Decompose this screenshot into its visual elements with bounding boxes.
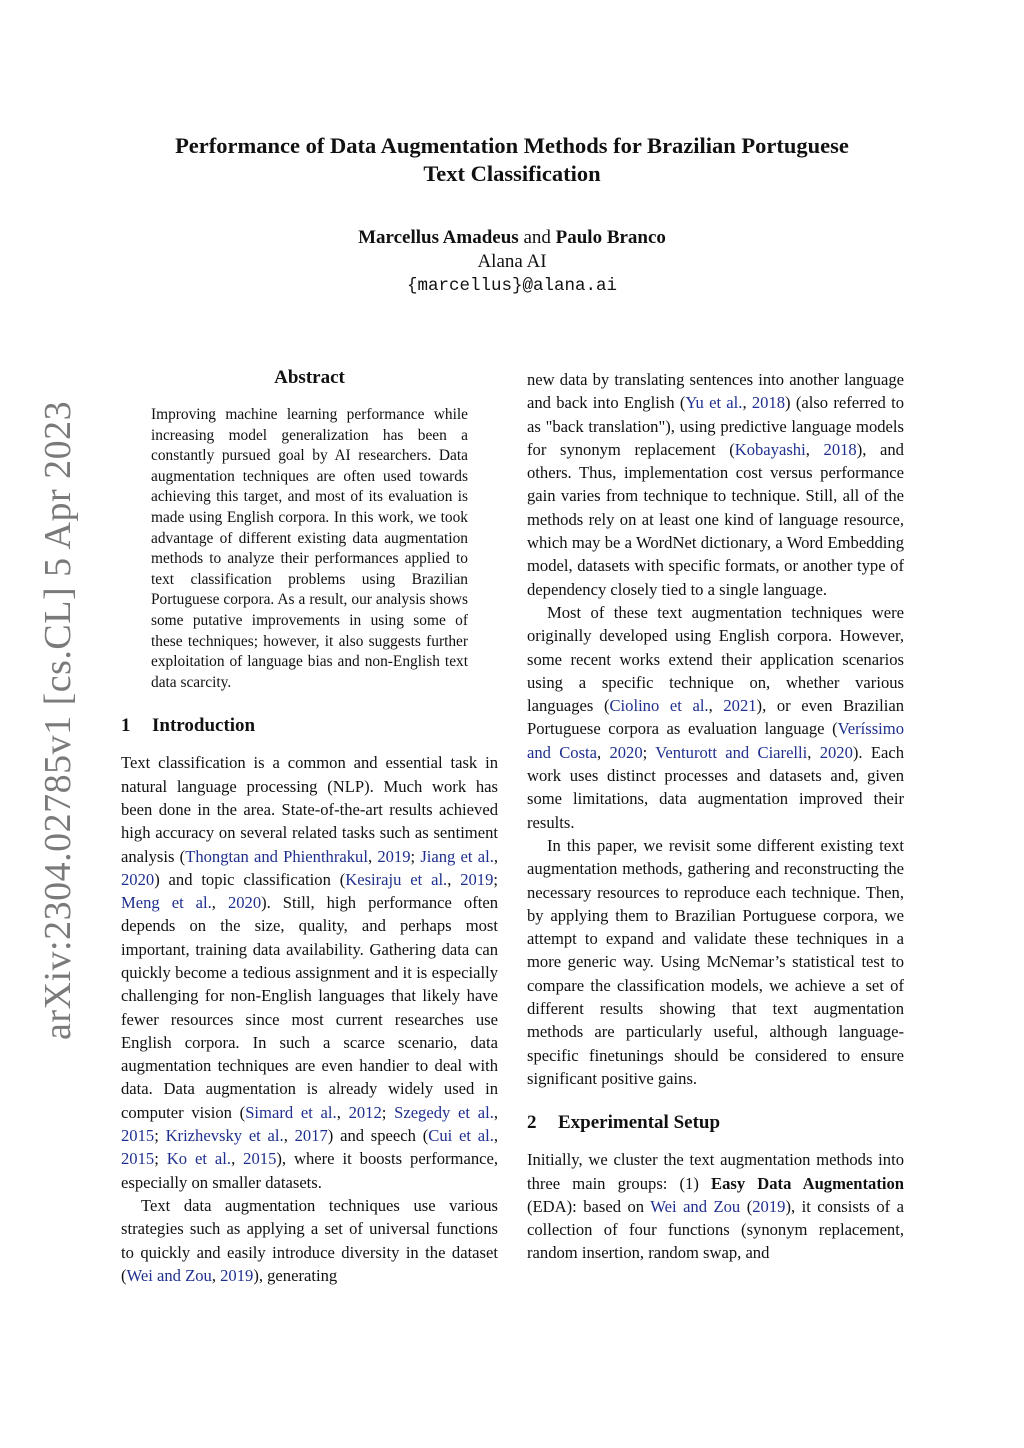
citation-link[interactable]: 2017 bbox=[294, 1126, 328, 1146]
text-run: ; bbox=[410, 846, 421, 866]
text-run: ), where it boosts performance, especially on smaller datasets. bbox=[121, 1149, 499, 1192]
section-2-heading bbox=[527, 1111, 904, 1135]
text-run: , bbox=[708, 696, 724, 716]
citation-link[interactable]: 2020 bbox=[819, 742, 853, 762]
arxiv-side-stamp: arXiv:2304.02785v1 [cs.CL] 5 Apr 2023 bbox=[37, 400, 79, 1040]
setup-paragraph-1 bbox=[527, 1148, 904, 1264]
text-run: , bbox=[807, 742, 820, 762]
citation-link[interactable]: 2019 bbox=[220, 1265, 254, 1285]
citation-link[interactable]: 2020 bbox=[227, 893, 262, 913]
section-1-number: 1 bbox=[121, 715, 131, 737]
text-run: ), and others. Thus, implementation cost versus performance gain varies from technique to technique. Still, all of the methods rely on at least one kind of language resource, which may be a WordNet dictionary, a Word Embedding model, datasets with specific formats, or another type of dependency closely tied to a single language. bbox=[527, 439, 904, 599]
citation-link[interactable]: 2021 bbox=[723, 696, 757, 716]
text-run: ; bbox=[381, 1102, 395, 1122]
citation-link[interactable]: 2015 bbox=[121, 1126, 155, 1146]
text-run: ) (also referred to as "back translation"), using predictive language models for synonym replacement ( bbox=[527, 393, 905, 459]
text-run: , bbox=[211, 893, 228, 913]
text-run: , bbox=[742, 393, 752, 413]
citation-link[interactable]: Kesiraju et al. bbox=[345, 869, 448, 889]
text-run: Initially, we cluster the text augmentation methods into three main groups: (1) bbox=[527, 1150, 904, 1193]
author-line bbox=[120, 226, 904, 250]
citation-link[interactable]: Yu et al. bbox=[685, 393, 743, 413]
left-column bbox=[121, 366, 498, 1287]
text-run: , bbox=[336, 1102, 349, 1122]
paper-title bbox=[120, 132, 904, 188]
abstract-heading: Abstract bbox=[274, 367, 345, 388]
intro-paragraph-1 bbox=[121, 751, 498, 1194]
text-run: Most of these text augmentation techniques were originally developed using English corpora. However, some recent works extend their application scenarios using a specific technique on, whether various languages ( bbox=[527, 602, 904, 716]
citation-link[interactable]: Venturott and Ciarelli bbox=[655, 742, 808, 762]
citation-link[interactable]: 2015 bbox=[243, 1149, 277, 1169]
citation-link[interactable]: 2018 bbox=[751, 393, 786, 413]
text-run: , bbox=[367, 846, 378, 866]
text-run: ) and speech ( bbox=[327, 1126, 429, 1146]
section-2-title: Experimental Setup bbox=[558, 1112, 721, 1134]
citation-link[interactable]: Cui et al. bbox=[428, 1126, 494, 1146]
citation-link[interactable]: 2019 bbox=[460, 869, 494, 889]
citation-link[interactable]: Ciolino et al. bbox=[609, 696, 709, 716]
text-run: new data by translating sentences into another language and back into English ( bbox=[527, 370, 904, 413]
text-run: , bbox=[231, 1149, 244, 1169]
text-run: Text data augmentation techniques use various strategies such as applying a set of universal functions to quickly and easily introduce diversity in the dataset ( bbox=[121, 1195, 498, 1285]
affiliation: Alana AI bbox=[477, 251, 547, 272]
citation-link[interactable]: Meng et al. bbox=[121, 893, 212, 913]
text-run: ), it consists of a collection of four functions (synonym replacement, random insertion, random swap, and bbox=[527, 1196, 904, 1263]
text-run: Text classification is a common and essential task in natural language processing (NLP). Much work has been done in the area. State-of-the-art results achieved high accuracy on several related tasks such as sentiment analysis ( bbox=[121, 753, 498, 866]
citation-link[interactable]: 2018 bbox=[823, 439, 857, 459]
citation-link[interactable]: 2020 bbox=[121, 869, 155, 889]
citation-link[interactable]: Thongtan and Phienthrakul bbox=[185, 846, 368, 866]
abstract-text: Improving machine learning performance while increasing model generalization has been a constantly pursued goal by AI researchers. Data augmentation techniques are often used towards achieving this target, and most of its evaluation is made using English corpora. In this work, we took advantage of different existing data augmentation methods to analyze their performances applied to text classification problems using Brazilian Portuguese corpora. As a result, our analysis shows some putative improvements in using some of these techniques; however, it also suggests further exploitation of language bias and non-English text data scarcity. bbox=[151, 406, 468, 691]
email: {marcellus}@alana.ai bbox=[406, 276, 618, 296]
citation-link[interactable]: Veríssimo and Costa bbox=[527, 719, 904, 762]
author-and: and bbox=[523, 227, 551, 248]
citation-link[interactable]: Ko et al. bbox=[166, 1149, 232, 1169]
intro-paragraph-5: In this paper, we revisit some different existing text augmentation methods, gathering and reconstructing the necessary resources to reproduce each technique. Then, by applying them to Brazilian Portuguese corpora, we attempt to expand and validate these techniques in a more generic way. Using McNemar’s statistical test to compare the classification models, we achieve a set of different results showing that text augmentation methods are particularly useful, although language-specific finetunings should be considered to ensure significant positive gains. bbox=[527, 835, 904, 1088]
citation-link[interactable]: Simard et al. bbox=[245, 1102, 337, 1122]
text-run: , bbox=[493, 846, 498, 866]
text-run: ( bbox=[740, 1196, 753, 1216]
text-run: ) and topic classification ( bbox=[154, 869, 346, 889]
author-block bbox=[120, 226, 904, 298]
text-run: , bbox=[447, 869, 461, 889]
citation-link[interactable]: Szegedy et al. bbox=[394, 1102, 494, 1122]
author-2: Paulo Branco bbox=[555, 227, 666, 248]
intro-paragraph-3 bbox=[527, 368, 904, 601]
text-run: , bbox=[283, 1126, 295, 1146]
text-run: , bbox=[805, 439, 824, 459]
citation-link[interactable]: Kobayashi bbox=[734, 439, 806, 459]
text-run: ; bbox=[154, 1126, 166, 1146]
citation-link[interactable]: 2020 bbox=[609, 742, 643, 762]
citation-link[interactable]: 2019 bbox=[752, 1196, 786, 1216]
intro-paragraph-2 bbox=[121, 1194, 498, 1287]
citation-link[interactable]: Wei and Zou bbox=[650, 1196, 741, 1216]
section-1-heading bbox=[121, 714, 498, 738]
text-run: ), or even Brazilian Portuguese corpora as evaluation language ( bbox=[527, 696, 905, 739]
text-run: ; bbox=[642, 742, 656, 762]
citation-link[interactable]: 2015 bbox=[121, 1149, 155, 1169]
section-2-number: 2 bbox=[527, 1112, 537, 1134]
text-run: ; bbox=[154, 1149, 167, 1169]
bold-term: Easy Data Augmentation bbox=[711, 1173, 904, 1193]
intro-paragraph-4 bbox=[527, 601, 904, 834]
text-run: ). Still, high performance often depends on the size, quality, and perhaps most important, training data availability. Gathering data can quickly become a tedious assignment and it is especially challenging for non-English languages that likely have fewer resources since most current researches use English corpora. In such a scarce scenario, data augmentation techniques are even handier to deal with data. Data augmentation is already widely used in computer vision ( bbox=[121, 893, 498, 1122]
text-run: , bbox=[597, 742, 610, 762]
text-run: ). Each work uses distinct processes and datasets and, given some limitations, data augmentation improved their results. bbox=[527, 742, 904, 832]
text-run: ), generating bbox=[253, 1265, 338, 1285]
text-run: , bbox=[493, 1102, 499, 1122]
citation-link[interactable]: Krizhevsky et al. bbox=[165, 1126, 284, 1146]
citation-link[interactable]: Jiang et al. bbox=[420, 846, 494, 866]
section-1-title: Introduction bbox=[152, 715, 256, 737]
right-column bbox=[527, 368, 904, 1265]
citation-link[interactable]: Wei and Zou bbox=[126, 1265, 212, 1285]
text-run: , bbox=[493, 1126, 499, 1146]
text-run: (EDA): based on bbox=[527, 1196, 651, 1216]
text-run: , bbox=[211, 1265, 221, 1285]
citation-link[interactable]: 2019 bbox=[377, 846, 411, 866]
author-1: Marcellus Amadeus bbox=[358, 227, 519, 248]
title-line-2: Text Classification bbox=[423, 161, 601, 186]
text-run: ; bbox=[493, 869, 498, 889]
citation-link[interactable]: 2012 bbox=[348, 1102, 382, 1122]
title-line-1: Performance of Data Augmentation Methods for Brazilian Portuguese bbox=[175, 133, 849, 158]
